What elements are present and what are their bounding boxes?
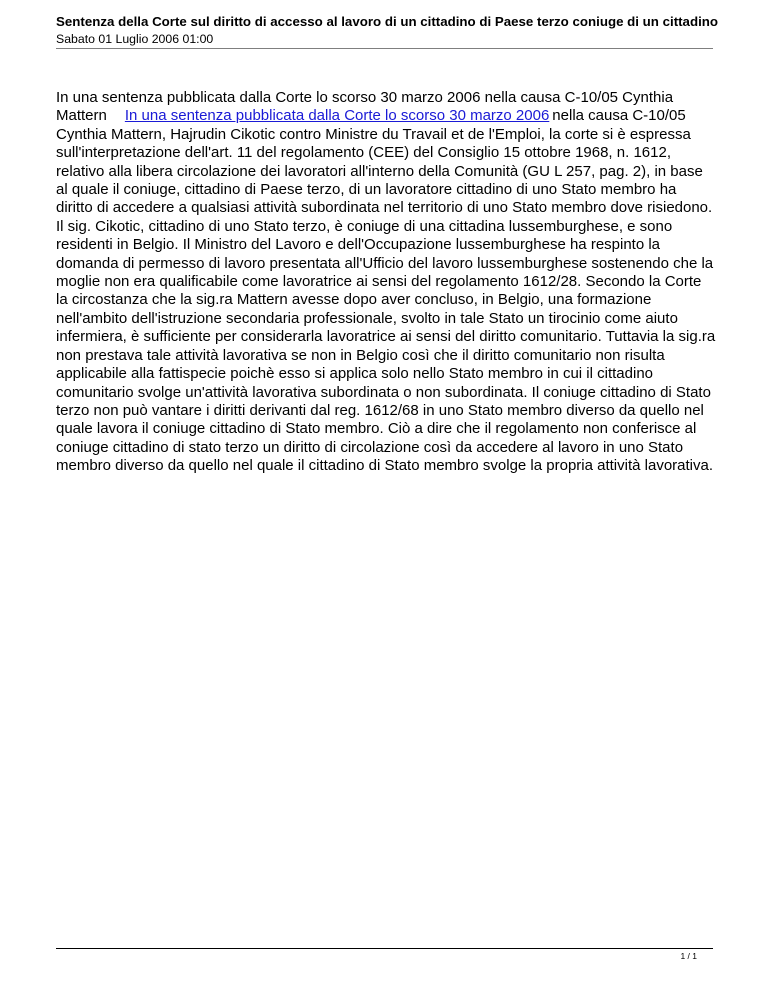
page-header <box>56 13 756 47</box>
article-paragraph <box>56 89 716 476</box>
article-date: Sabato 01 Luglio 2006 01:00 <box>56 32 214 46</box>
header-divider <box>56 48 713 49</box>
page-number: 1 / 1 <box>680 951 697 961</box>
footer-divider <box>56 948 713 949</box>
article-text: nella causa C-10/05 Cynthia Mattern, Hajrudin Cikotic contro Ministre du Travail et de l'Emploi, la corte si è espressa sull'interpretazione dell'art. 11 del regolamento (CEE) del Consiglio 15 ottobre 1968, n. 1612, relativo alla libera circolazione dei lavoratori all'interno della Comunità (GU L 257, pag. 2), in base al quale il coniuge, cittadino di Paese terzo, di un lavoratore cittadino di uno Stato membro ha diritto di accedere a qualsiasi attività subordinata nel territorio di uno Stato membro dove risiedono. Il sig. Cikotic, cittadino di uno Stato terzo, è coniuge di una cittadina lussemburghese, e sono residenti in Belgio. Il Ministro del Lavoro e dell'Occupazione lussemburghese ha respinto la domanda di permesso di lavoro presentata all'Ufficio del lavoro lussemburghese sostenendo che la moglie non era qualificabile come lavoratrice ai sensi del regolamento 1612/28. Secondo la Corte la circostanza che la sig.ra Mattern avesse dopo aver concluso, in Belgio, una formazione nell'ambito dell'istruzione secondaria professionale, svolto in tale Stato un tirocinio come aiuto infermiera, è sufficiente per considerarla lavoratrice ai sensi del diritto comunitario. Tuttavia la sig.ra non prestava tale attività lavorativa se non in Belgio così che il diritto comunitario non risulta applicabile alla fattispecie poichè esso si applica solo nello Stato membro in cui il cittadino comunitario svolge un'attività lavorativa subordinata o non subordinata. Il coniuge cittadino di Stato terzo non può vantare i diritti derivanti dal reg. 1612/68 in uno Stato membro diverso da quello nel quale lavora il coniuge cittadino di Stato membro. Ciò a dire che il regolamento non conferisce al coniuge cittadino di stato terzo un diritto di circolazione così da accedere al lavoro in uno Stato membro diverso da quello nel quale il cittadino di Stato membro svolge la propria attività lavorativa. <box>56 107 716 475</box>
article-intro: In una sentenza pubblicata dalla Corte lo scorso 30 marzo 2006 nella causa C-10/05 Cynthia Mattern <box>56 89 674 125</box>
article-link[interactable]: In una sentenza pubblicata dalla Corte lo scorso 30 marzo 2006 <box>124 107 550 125</box>
article-body <box>56 89 716 476</box>
article-title: Sentenza della Corte sul diritto di accesso al lavoro di un cittadino di Paese terzo coniuge di un cittadino <box>56 14 719 29</box>
